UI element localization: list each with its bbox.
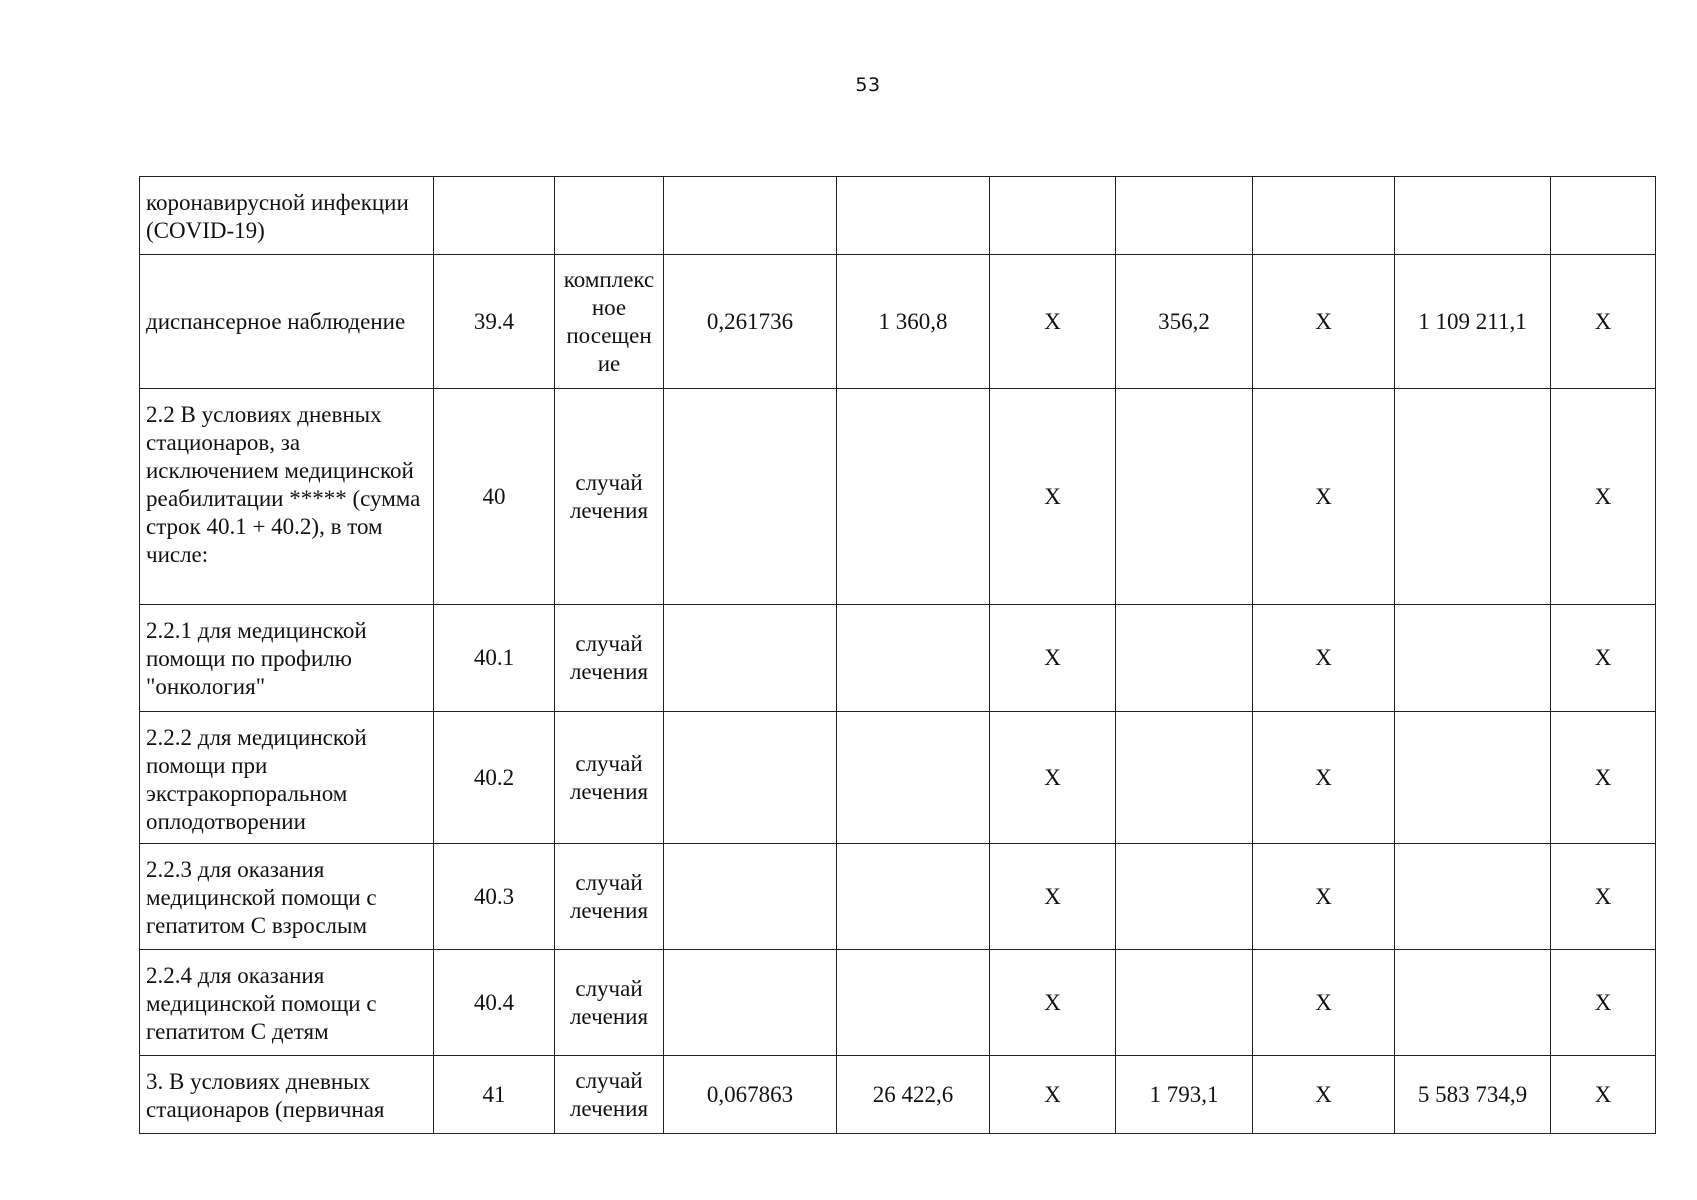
row-name-cell: 2.2.1 для медицинской помощи по профилю "онкология" — [140, 605, 434, 712]
value-cell: 0,261736 — [664, 255, 837, 389]
row-number-cell: 40.4 — [434, 950, 555, 1056]
table-row — [140, 1056, 1656, 1134]
value-cell — [837, 712, 990, 844]
value-cell: X — [1253, 844, 1395, 950]
unit-cell: случай лечения — [555, 844, 664, 950]
value-cell — [664, 177, 837, 255]
value-cell: X — [1253, 389, 1395, 605]
value-cell: 26 422,6 — [837, 1056, 990, 1134]
row-name-cell: диспансерное наблюдение — [140, 255, 434, 389]
row-name-cell: 3. В условиях дневных стационаров (первичная — [140, 1056, 434, 1134]
value-cell: 356,2 — [1116, 255, 1253, 389]
row-name-cell: 2.2.2 для медицинской помощи при экстракорпоральном оплодотворении — [140, 712, 434, 844]
table-body — [140, 177, 1656, 1134]
value-cell: X — [1551, 844, 1656, 950]
value-cell — [1116, 605, 1253, 712]
row-number-cell: 39.4 — [434, 255, 555, 389]
unit-cell — [555, 177, 664, 255]
unit-cell: случай лечения — [555, 1056, 664, 1134]
value-cell — [837, 389, 990, 605]
row-name-cell: 2.2 В условиях дневных стационаров, за исключением медицинской реабилитации ***** (сумма строк 40.1 + 40.2), в том числе: — [140, 389, 434, 605]
value-cell — [664, 844, 837, 950]
value-cell — [1551, 177, 1656, 255]
value-cell — [664, 605, 837, 712]
value-cell — [1253, 177, 1395, 255]
unit-cell: комплекс ное посещен ие — [555, 255, 664, 389]
row-number-cell: 40 — [434, 389, 555, 605]
value-cell — [837, 177, 990, 255]
row-number-cell — [434, 177, 555, 255]
row-number-cell: 40.2 — [434, 712, 555, 844]
value-cell: X — [990, 255, 1116, 389]
value-cell: X — [1253, 712, 1395, 844]
value-cell: 0,067863 — [664, 1056, 837, 1134]
unit-cell: случай лечения — [555, 712, 664, 844]
value-cell: X — [990, 712, 1116, 844]
value-cell — [1395, 389, 1551, 605]
financing-table — [139, 176, 1656, 1134]
value-cell — [1395, 605, 1551, 712]
value-cell — [664, 950, 837, 1056]
value-cell — [837, 844, 990, 950]
value-cell: X — [1551, 712, 1656, 844]
value-cell — [664, 389, 837, 605]
value-cell — [664, 712, 837, 844]
row-number-cell: 41 — [434, 1056, 555, 1134]
value-cell — [1116, 844, 1253, 950]
value-cell: X — [1551, 389, 1656, 605]
value-cell: 1 793,1 — [1116, 1056, 1253, 1134]
table-row — [140, 712, 1656, 844]
row-name-cell: 2.2.4 для оказания медицинской помощи с гепатитом С детям — [140, 950, 434, 1056]
table-row — [140, 177, 1656, 255]
table-row — [140, 844, 1656, 950]
value-cell: 5 583 734,9 — [1395, 1056, 1551, 1134]
value-cell — [990, 177, 1116, 255]
value-cell — [1395, 177, 1551, 255]
unit-cell: случай лечения — [555, 389, 664, 605]
table-row — [140, 605, 1656, 712]
row-name-cell: 2.2.3 для оказания медицинской помощи с гепатитом С взрослым — [140, 844, 434, 950]
value-cell: X — [990, 950, 1116, 1056]
value-cell: X — [990, 389, 1116, 605]
value-cell — [1395, 712, 1551, 844]
row-number-cell: 40.1 — [434, 605, 555, 712]
page-number: 53 — [855, 74, 881, 96]
value-cell: X — [990, 844, 1116, 950]
table-row — [140, 389, 1656, 605]
table-row — [140, 255, 1656, 389]
row-name-cell: коронавирусной инфекции (COVID-19) — [140, 177, 434, 255]
value-cell: X — [990, 1056, 1116, 1134]
value-cell: X — [1253, 605, 1395, 712]
value-cell — [1395, 950, 1551, 1056]
value-cell: X — [1551, 255, 1656, 389]
value-cell: X — [1551, 1056, 1656, 1134]
value-cell: X — [990, 605, 1116, 712]
value-cell: X — [1253, 255, 1395, 389]
value-cell — [837, 950, 990, 1056]
unit-cell: случай лечения — [555, 605, 664, 712]
value-cell: 1 109 211,1 — [1395, 255, 1551, 389]
value-cell: X — [1551, 605, 1656, 712]
value-cell — [837, 605, 990, 712]
row-number-cell: 40.3 — [434, 844, 555, 950]
table-row — [140, 950, 1656, 1056]
value-cell — [1116, 950, 1253, 1056]
value-cell — [1395, 844, 1551, 950]
value-cell — [1116, 389, 1253, 605]
value-cell: 1 360,8 — [837, 255, 990, 389]
value-cell: X — [1253, 950, 1395, 1056]
value-cell: X — [1253, 1056, 1395, 1134]
value-cell — [1116, 712, 1253, 844]
unit-cell: случай лечения — [555, 950, 664, 1056]
value-cell: X — [1551, 950, 1656, 1056]
value-cell — [1116, 177, 1253, 255]
